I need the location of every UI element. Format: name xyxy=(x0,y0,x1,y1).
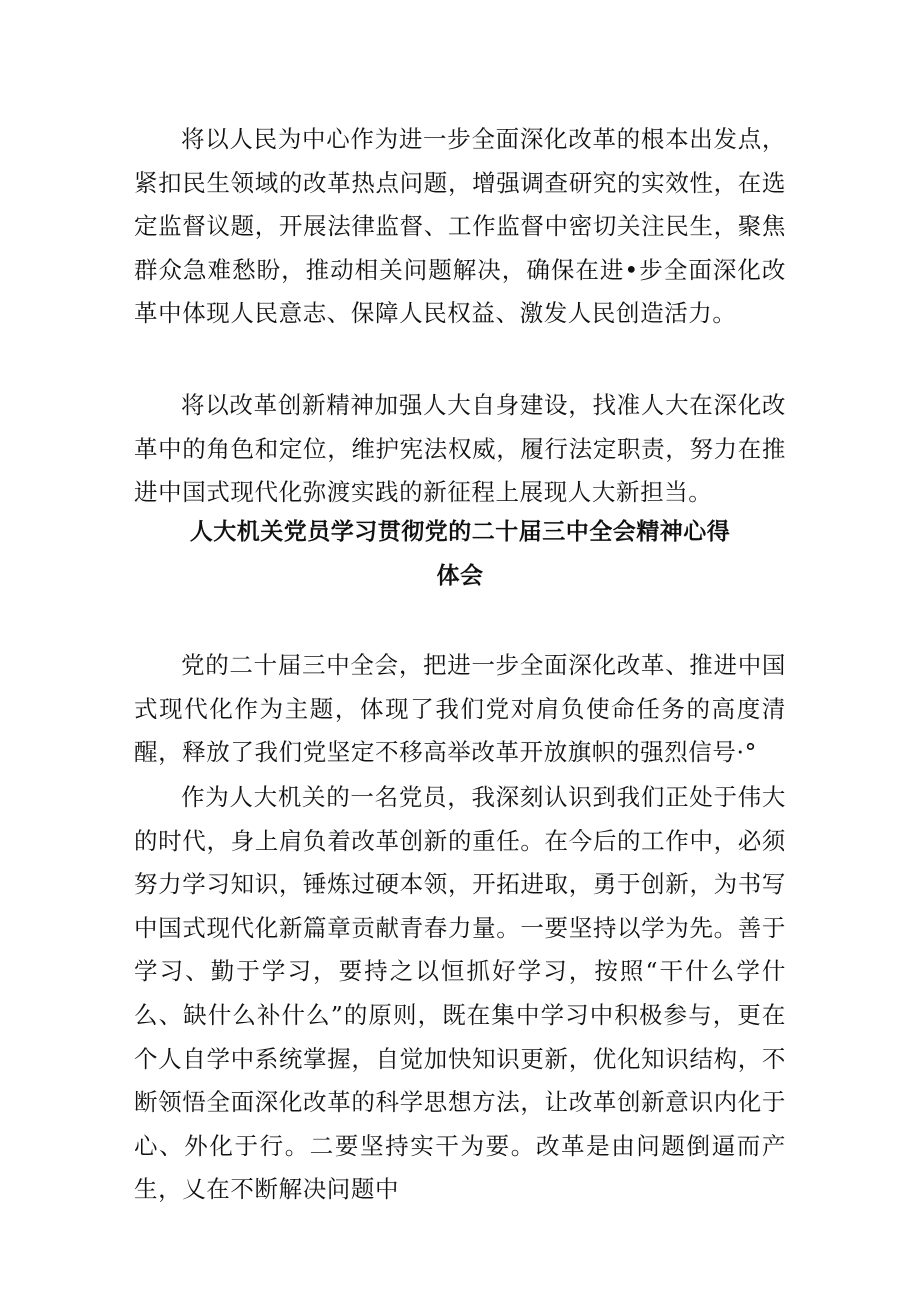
paragraph-plenary-session: 党的二十届三中全会，把进一步全面深化改革、推进中国式现代化作为主题，体现了我们党对肩负使命任务的高度清醒，释放了我们党坚定不移高举改革开放旗帜的强烈信号·° xyxy=(134,651,786,767)
paragraph-party-member: 作为人大机关的一名党员，我深刻认识到我们正处于伟大的时代，身上肩负着改革创新的重任。在今后的工作中，必须努力学习知识，锤炼过硬本领，开拓进取，勇于创新，为书写中国式现代化新篇章贡献青春力量。一要坚持以学为先。善于学习、勤于学习，要持之以恒抓好学习，按照“干什么学什么、缺什么补什么”的原则，既在集中学习中积极参与，更在个人自学中系统掌握，自觉加快知识更新，优化知识结构，不断领悟全面深化改革的科学思想方法，让改革创新意识内化于心、外化于行。二要坚持实干为要。改革是由问题倒逼而产生，乂在不断解决问题中 xyxy=(134,783,786,1204)
section-title-line2: 体会 xyxy=(436,563,484,589)
section-title xyxy=(150,510,770,598)
section-title-line1: 人大机关党员学习贯彻党的二十届三中全会精神心得 xyxy=(189,519,731,545)
paragraph-self-construction: 将以改革创新精神加强人大自身建设，找准人大在深化改革中的角色和定位，维护宪法权威，履行法定职责，努力在推进中国式现代化弥渡实践的新征程上展现人大新担当。 xyxy=(134,391,786,507)
paragraph-people-centered: 将以人民为中心作为进一步全面深化改革的根本出发点，紧扣民生领域的改革热点问题，增强调查研究的实效性，在选定监督议题，开展法律监督、工作监督中密切关注民生，聚焦群众急难愁盼，推动相关问题解决，确保在进•步全面深化改革中体现人民意志、保障人民权益、激发人民创造活力。 xyxy=(134,125,786,328)
